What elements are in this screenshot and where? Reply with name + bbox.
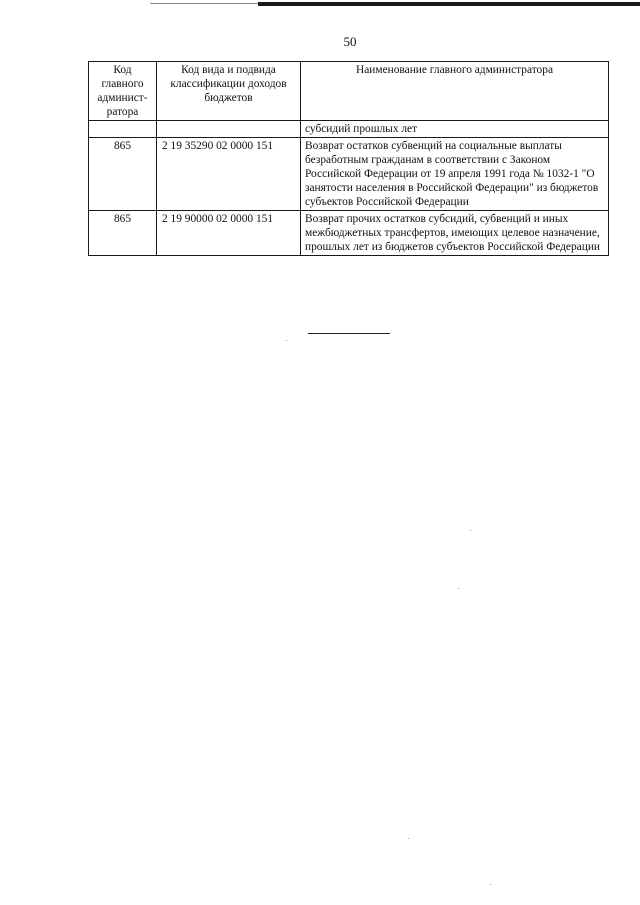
budget-classification-table <box>88 61 609 256</box>
scan-speck <box>470 530 471 531</box>
cell-admin-code <box>89 121 157 138</box>
scan-edge-thin <box>150 3 260 4</box>
cell-admin-name: Возврат прочих остатков субсидий, субвенций и иных межбюджетных трансфертов, имеющих целевое назначение, прошлых лет из бюджетов субъектов Российской Федерации <box>301 211 609 256</box>
table-row <box>89 121 609 138</box>
cell-income-code: 2 19 90000 02 0000 151 <box>157 211 301 256</box>
scan-speck <box>490 884 491 885</box>
cell-income-code <box>157 121 301 138</box>
cell-admin-code: 865 <box>89 138 157 211</box>
cell-admin-name: Возврат остатков субвенций на социальные выплаты безработным гражданам в соответствии с Законом Российской Федерации от 19 апреля 1991 года № 1032-1 "О занятости населения в Российской Федерации" из бюджетов субъектов Российской Федерации <box>301 138 609 211</box>
cell-admin-name: субсидий прошлых лет <box>301 121 609 138</box>
table-row <box>89 211 609 256</box>
table-row <box>89 138 609 211</box>
cell-income-code: 2 19 35290 02 0000 151 <box>157 138 301 211</box>
scan-speck <box>408 838 409 839</box>
scan-speck <box>458 588 459 589</box>
header-income-code: Код вида и подвида классификации доходов бюджетов <box>157 62 301 121</box>
header-admin-name: Наименование главного администратора <box>301 62 609 121</box>
cell-admin-code: 865 <box>89 211 157 256</box>
page-number: 50 <box>343 34 357 49</box>
table-header-row <box>89 62 609 121</box>
end-of-document-line <box>308 333 390 334</box>
scan-speck <box>286 340 287 341</box>
header-admin-code: Код главного админист-ратора <box>89 62 157 121</box>
scan-edge <box>258 2 640 6</box>
